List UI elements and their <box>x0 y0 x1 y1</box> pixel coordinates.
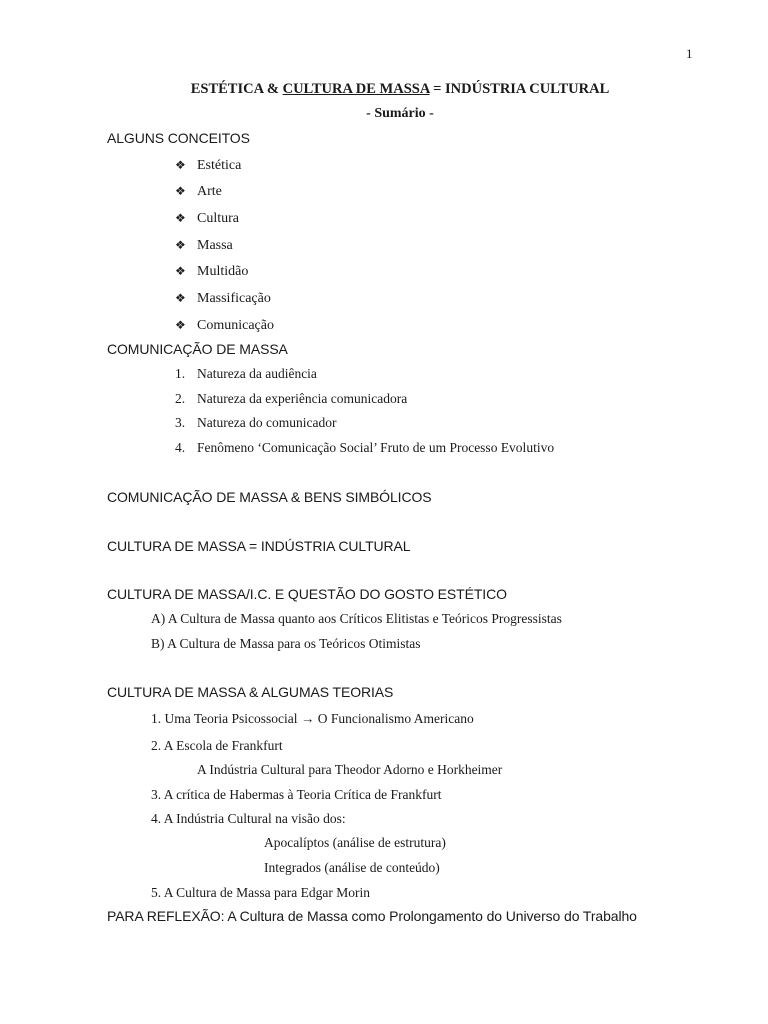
page-number: 1 <box>686 46 693 61</box>
list-item-label: Massificação <box>197 291 271 306</box>
list-item <box>175 183 222 200</box>
list-item: Integrados (análise de conteúdo) <box>264 860 440 875</box>
list-item-label: Natureza da audiência <box>197 366 317 381</box>
list-item-number: 2. <box>175 391 186 406</box>
list-item: 1. Uma Teoria Psicossocial → O Funcionalismo Americano <box>151 711 474 726</box>
list-item: 2. A Escola de Frankfurt <box>151 738 283 753</box>
title-part-industria: = INDÚSTRIA CULTURAL <box>429 81 610 97</box>
list-item: A Indústria Cultural para Theodor Adorno e Horkheimer <box>197 762 503 777</box>
list-item-label: Comunicação <box>197 318 274 333</box>
list-item: Apocalíptos (análise de estrutura) <box>264 835 446 850</box>
list-item-label: Natureza do comunicador <box>197 415 337 430</box>
list-item-label: Natureza da experiência comunicadora <box>197 391 408 406</box>
list-item-label: Multidão <box>197 264 249 279</box>
list-item <box>175 317 274 334</box>
list-item-label: Arte <box>197 184 222 199</box>
section-heading-bens-simbolicos: COMUNICAÇÃO DE MASSA & BENS SIMBÓLICOS <box>107 489 432 505</box>
title-part-cultura-de-massa: CULTURA DE MASSA <box>282 81 430 97</box>
list-item <box>175 210 239 227</box>
list-item <box>175 415 336 431</box>
list-item: 3. A crítica de Habermas à Teoria Crítica de Frankfurt <box>151 787 442 802</box>
list-item: 4. A Indústria Cultural na visão dos: <box>151 811 346 826</box>
diamond-bullet-icon: ❖ <box>175 158 186 172</box>
diamond-bullet-icon: ❖ <box>175 184 186 198</box>
diamond-bullet-icon: ❖ <box>175 238 186 252</box>
list-item <box>175 440 554 456</box>
document-subtitle: - Sumário - <box>366 106 434 121</box>
document-title <box>0 81 768 97</box>
section-heading-comunicacao: COMUNICAÇÃO DE MASSA <box>107 341 288 357</box>
list-item <box>175 237 233 254</box>
section-heading-industria-cultural: CULTURA DE MASSA = INDÚSTRIA CULTURAL <box>107 538 411 554</box>
list-item-label: Massa <box>197 238 233 253</box>
list-item <box>175 366 317 382</box>
diamond-bullet-icon: ❖ <box>175 291 186 305</box>
list-item-number: 3. <box>175 415 186 430</box>
list-item-label: Fenômeno ‘Comunicação Social’ Fruto de um Processo Evolutivo <box>197 440 555 455</box>
list-item: B) A Cultura de Massa para os Teóricos Otimistas <box>151 636 421 651</box>
section-heading-conceitos: ALGUNS CONCEITOS <box>107 130 250 146</box>
list-item: A) A Cultura de Massa quanto aos Críticos Elitistas e Teóricos Progressistas <box>151 611 562 626</box>
list-item-number: 4. <box>175 440 186 455</box>
section-heading-gosto-estetico: CULTURA DE MASSA/I.C. E QUESTÃO DO GOSTO ESTÉTICO <box>107 586 507 602</box>
diamond-bullet-icon: ❖ <box>175 211 186 225</box>
list-item: 5. A Cultura de Massa para Edgar Morin <box>151 885 370 900</box>
title-part-estetica: ESTÉTICA & <box>190 81 283 97</box>
list-item <box>175 391 407 407</box>
list-item <box>175 263 248 280</box>
diamond-bullet-icon: ❖ <box>175 318 186 332</box>
list-item-label: Cultura <box>197 211 239 226</box>
section-heading-reflexao: PARA REFLEXÃO: A Cultura de Massa como Prolongamento do Universo do Trabalho <box>107 908 637 924</box>
section-heading-teorias: CULTURA DE MASSA & ALGUMAS TEORIAS <box>107 684 394 700</box>
list-item <box>175 157 241 174</box>
list-item <box>175 290 271 307</box>
list-item-number: 1. <box>175 366 186 381</box>
list-item-label: Estética <box>197 158 242 173</box>
diamond-bullet-icon: ❖ <box>175 264 186 278</box>
